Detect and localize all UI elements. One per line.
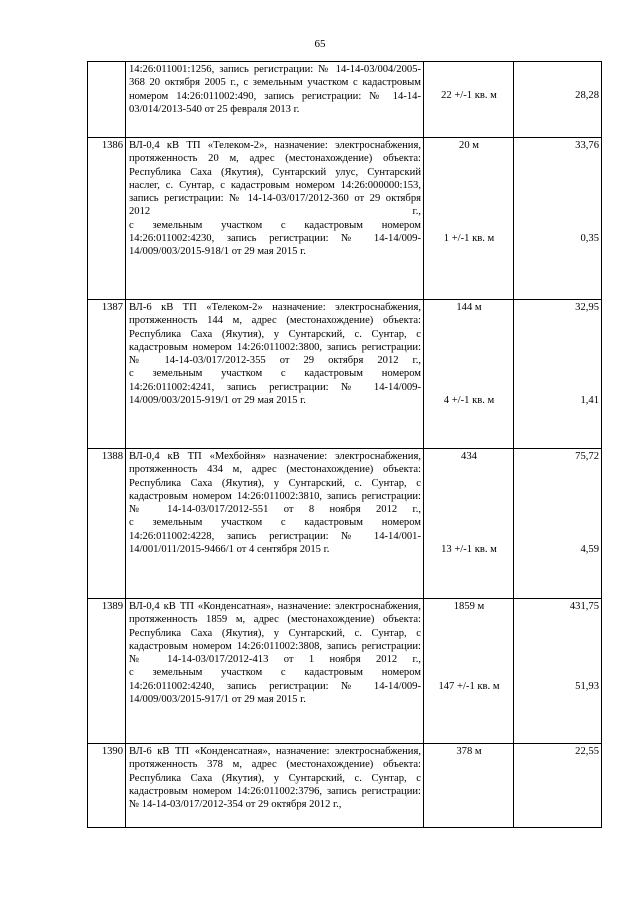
- object-extent: [424, 300, 514, 449]
- table-row: [88, 62, 602, 138]
- land-area: 4 +/-1 кв. м: [443, 395, 495, 407]
- page-number: 65: [314, 38, 326, 50]
- table-row: [88, 138, 602, 300]
- land-plot-description: с земельным участком с кадастровым номером 14:26:011002:4240, запись регистрации: № 14-14/009-14/009/003/2015-917/1 от 29 мая 2015 г.: [129, 667, 421, 706]
- object-description: [126, 138, 424, 300]
- land-value: 1,41: [580, 395, 599, 407]
- land-plot-description: с земельным участком с кадастровым номером 14:26:011002:4228, запись регистрации: № 14-14/001-14/001/011/2015-9466/1 от 4 сентября 2015 г.: [129, 517, 421, 556]
- line-value: 22,55: [575, 746, 599, 757]
- land-value: 0,35: [580, 233, 599, 245]
- line-length: 144 м: [456, 302, 482, 313]
- line-value: 431,75: [569, 601, 599, 612]
- power-line-description: ВЛ-0,4 кВ ТП «Телеком-2», назначение: электроснабжения, протяженность 20 м, адрес (местонахождение) объекта: Республика Саха (Якутия), Сунтарский улус, Сунтарский наслег, с. Сунтар, с кадастровым номером 14:26:000000:153, запись регистрации: № 14-14-03/017/2012-360 от 29 октября 2012 г.,: [129, 140, 421, 218]
- land-area: 1 +/-1 кв. м: [443, 233, 495, 245]
- land-plot-description: с земельным участком с кадастровым номером 14:26:011002:4241, запись регистрации: № 14-14/009-14/009/003/2015-919/1 от 29 мая 2015 г.: [129, 368, 421, 407]
- table-row: [88, 744, 602, 828]
- land-plot-description: с земельным участком с кадастровым номером 14:26:011002:4230, запись регистрации: № 14-14/009-14/009/003/2015-918/1 от 29 мая 2015 г.: [129, 219, 421, 258]
- object-description: [126, 449, 424, 599]
- object-description: [126, 62, 424, 138]
- line-length: 378 м: [456, 746, 482, 757]
- land-area: 13 +/-1 кв. м: [441, 544, 497, 556]
- power-line-description: ВЛ-0,4 кВ ТП «Мехбойня» назначение: электроснабжения, протяженность 434 м, адрес (местонахождение) объекта: Республика Саха (Якутия), у Сунтарский, с. Сунтар, с кадастровым номером 14:26:011002:3810, запись регистрации: № 14-14-03/017/2012-551 от 8 ноября 2012 г.,: [129, 451, 421, 516]
- line-value: 33,76: [575, 140, 599, 151]
- table-row: [88, 599, 602, 744]
- row-number: 1386: [88, 138, 126, 300]
- land-value: 28,28: [575, 90, 599, 101]
- row-number: 1389: [88, 599, 126, 744]
- line-length: 434: [461, 451, 477, 462]
- object-description: [126, 599, 424, 744]
- power-line-description: ВЛ-0,4 кВ ТП «Конденсатная», назначение: электроснабжения, протяженность 1859 м, адрес (местонахождение) объекта: Республика Саха (Якутия), у Сунтарский, с. Сунтар, с кадастровым номером 14:26:011002:3808, запись регистрации: № 14-14-03/017/2012-413 от 1 ноября 2012 г.,: [129, 601, 421, 666]
- line-length: 1859 м: [453, 601, 485, 612]
- object-value: [514, 744, 602, 828]
- line-value: 32,95: [575, 302, 599, 313]
- object-description: [126, 744, 424, 828]
- object-value: [514, 62, 602, 138]
- row-number: [88, 62, 126, 138]
- land-area: 22 +/-1 кв. м: [441, 90, 497, 101]
- row-number: 1387: [88, 300, 126, 449]
- object-extent: [424, 599, 514, 744]
- object-extent: [424, 449, 514, 599]
- object-value: [514, 599, 602, 744]
- object-extent: [424, 138, 514, 300]
- object-value: [514, 138, 602, 300]
- land-value: 4,59: [580, 544, 599, 556]
- power-line-description: ВЛ-6 кВ ТП «Конденсатная», назначение: электроснабжения, протяженность 378 м, адрес (местонахождение) объекта: Республика Саха (Якутия), у Сунтарский, с. Сунтар, с кадастровым номером 14:26:011002:3796, запись регистрации: № 14-14-03/017/2012-354 от 29 октября 2012 г.,: [129, 746, 421, 811]
- line-value: 75,72: [575, 451, 599, 462]
- object-value: [514, 300, 602, 449]
- table-row: [88, 300, 602, 449]
- property-registry-table: [87, 61, 602, 828]
- row-number: 1390: [88, 744, 126, 828]
- power-line-description: ВЛ-6 кВ ТП «Телеком-2» назначение: электроснабжения, протяженность 144 м, адрес (местонахождение) объекта: Республика Саха (Якутия), у Сунтарский, с. Сунтар, с кадастровым номером 14:26:011002:3800, запись регистрации: № 14-14-03/017/2012-355 от 29 октября 2012 г.,: [129, 302, 421, 367]
- land-plot-description: 14:26:011001:1256, запись регистрации: № 14-14-03/004/2005-368 20 октября 2005 г., с земельным участком с кадастровым номером 14:26:011002:490, запись регистрации: № 14-14-03/014/2013-540 от 25 февраля 2013 г.: [129, 64, 421, 115]
- land-area: 147 +/-1 кв. м: [438, 681, 500, 693]
- row-number: 1388: [88, 449, 126, 599]
- object-extent: [424, 744, 514, 828]
- table-row: [88, 449, 602, 599]
- line-length: 20 м: [459, 140, 479, 151]
- land-value: 51,93: [575, 681, 599, 693]
- object-extent: [424, 62, 514, 138]
- object-value: [514, 449, 602, 599]
- object-description: [126, 300, 424, 449]
